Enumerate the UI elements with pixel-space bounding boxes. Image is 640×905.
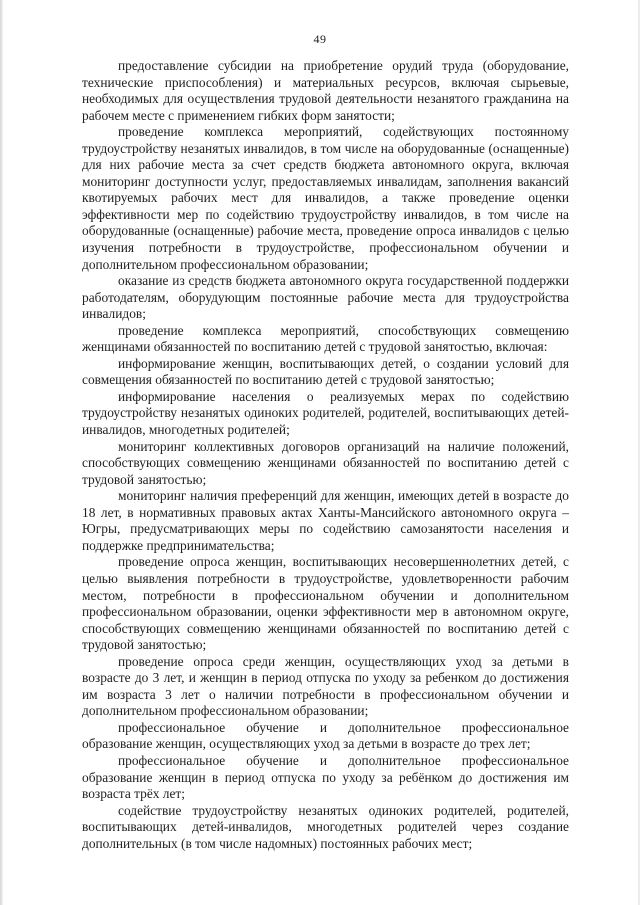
paragraph-subsidy-tools: предоставление субсидии на приобретение орудий труда (оборудование, технические приспособления) и материальных ресурсов, включая сырьевые, необходимых для осуществления трудовой деятельности незанятого гражданина на рабочем месте с применением гибких форм занятости; [82, 58, 569, 123]
paragraph-inform-women: информирование женщин, воспитывающих детей, о создании условий для совмещения обязанностей по воспитанию детей с трудовой занятостью; [82, 355, 569, 388]
page-number: 49 [313, 32, 327, 46]
paragraph-employment-parents: содействие трудоустройству незанятых одиноких родителей, родителей, воспитывающих детей-инвалидов, многодетных родителей через создание дополнительных (в том числе надомных) постоянных рабочих мест; [82, 802, 569, 851]
paragraph-preferences-monitoring: мониторинг наличия преференций для женщин, имеющих детей в возрасте до 18 лет, в нормативных правовых актах Ханты-Мансийского автономного округа – Югры, предусматривающих меры по содействию самозанятости населения и поддержке предпринимательства; [82, 488, 569, 553]
paragraph-collective-agreements: мониторинг коллективных договоров организаций на наличие положений, способствующих совмещению женщинами обязанностей по воспитанию детей с трудовой занятостью; [82, 438, 569, 487]
paragraph-disabled-employment: проведение комплекса мероприятий, содействующих постоянному трудоустройству незанятых инвалидов, в том числе на оборудованные (оснащенные) для них рабочие места за счет средств бюджета автономного округа, включая мониторинг доступности услуг, предоставляемых инвалидам, заполнения вакансий квотируемых рабочих мест для инвалидов, а также проведение оценки эффективности мер по содействию трудоустройству инвалидов, в том числе на оборудованные (оснащенные) рабочие места, проведение опроса инвалидов с целью изучения потребности в трудоустройстве, профессиональном обучении и дополнительном профессиональном образовании; [82, 124, 569, 272]
paragraph-survey-women: проведение опроса женщин, воспитывающих несовершеннолетних детей, с целью выявления потребности в трудоустройстве, удовлетворенности рабочим местом, потребности в профессиональном обучении и дополнительном профессиональном образовании, оценки эффективности мер в автономном округе, способствующих совмещению женщинами обязанностей по воспитанию детей с трудовой занятостью; [82, 554, 569, 653]
paragraph-inform-population: информирование населения о реализуемых мерах по содействию трудоустройству незанятых одиноких родителей, родителей, воспитывающих детей-инвалидов, многодетных родителей; [82, 388, 569, 438]
paragraph-training-leave: профессиональное обучение и дополнительное профессиональное образование женщин в период отпуска по уходу за ребёнком до достижения им возраста трёх лет; [82, 752, 569, 802]
document-body [82, 58, 569, 852]
paragraph-survey-childcare: проведение опроса среди женщин, осуществляющих уход за детьми в возрасте до 3 лет, и женщин в период отпуска по уходу за ребенком до достижения им возраста 3 лет о наличии потребности в профессиональном обучении и дополнительном профессиональном образовании; [82, 653, 569, 719]
scan-edge-left [0, 0, 3, 905]
paragraph-training-childcare: профессиональное обучение и дополнительное профессиональное образование женщин, осуществляющих уход за детьми в возрасте до трех лет; [82, 719, 569, 752]
paragraph-employer-support: оказание из средств бюджета автономного округа государственной поддержки работодателям, оборудующим постоянные рабочие места для трудоустройства инвалидов; [82, 273, 569, 322]
paragraph-women-measures: проведение комплекса мероприятий, способствующих совмещению женщинами обязанностей по воспитанию детей с трудовой занятостью, включая: [82, 322, 569, 355]
